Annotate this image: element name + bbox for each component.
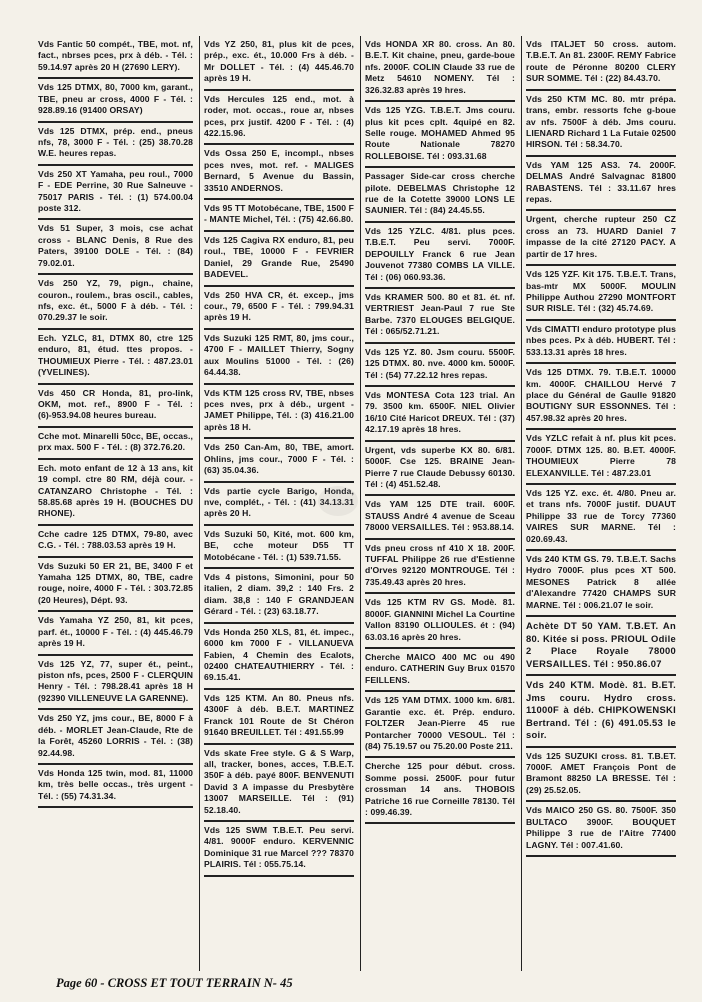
- classified-ad: Vds 125 YAM DTMX. 1000 km. 6/81. Garantie exc. ét. Prép. enduro. FOLTZER Jean-Pierre 45 rue Pontarcher 70000 VESOUL. Tél : (84) 75.19.57 ou 75.20.00 Poste 211.: [365, 692, 515, 758]
- classified-ad: Vds HONDA XR 80. cross. An 80. B.E.T. Kit chaine, pneu, garde-boue nfs. 2000F. COLIN Claude 33 rue de Metz 54610 NOMENY. Tél : 326.32.83 après 19 hres.: [365, 36, 515, 102]
- classified-ad: Vds 250 YZ, 79, pign., chaine, couron., roulem., bras oscil., cables, nfs, exc. ét., 5000 F à déb. - Tél. : 070.29.37 le soir.: [38, 275, 193, 330]
- classified-ad: Vds Honda 125 twin, mod. 81, 11000 km, très belle occas., très urgent - Tél. : (55) 74.31.34.: [38, 765, 193, 808]
- classified-ad: Vds 450 CR Honda, 81, pro-link, OKM, mot. ref., 8900 F - Tél. : (6)-953.94.08 heures bureau.: [38, 385, 193, 428]
- classified-ad: Vds YAM 125 DTE trail. 600F. STAUSS André 4 avenue de Sceau 78000 VERSAILLES. Tél : 953.88.14.: [365, 496, 515, 539]
- classified-ad: Vds 125 DTMX. 79. T.B.E.T. 10000 km. 4000F. CHAILLOU Hervé 7 place du Général de Gaulle 91820 BOUTIGNY SUR ESSONNES. Tél : 457.98.32 après 20 hres.: [526, 364, 676, 430]
- classified-ad: Vds 250 Can-Am, 80, TBE, amort. Ohlins, jms cour., 7000 F - Tél. : (63) 35.04.36.: [204, 439, 354, 482]
- classified-ad: Vds 125 KTM. An 80. Pneus nfs. 4300F à déb. B.E.T. MARTINEZ Franck 101 Route de St Chéron 91640 BREUILLET. Tél : 491.55.99: [204, 690, 354, 745]
- classified-ad: Vds YZLC refait à nf. plus kit pces. 7000F. DTMX 125. 80. B.ET. 4000F. THOUMIEUX Pierre 78 ELEXANVILLE. Tél : 487.23.01: [526, 430, 676, 485]
- classified-ad: Cherche MAICO 400 MC ou 490 enduro. CATHERIN Guy Brux 01570 FEILLENS.: [365, 649, 515, 692]
- classified-ad: Cherche 125 pour début. cross. Somme possi. 2500F. pour futur crossman 14 ans. THOBOIS Patriche 16 rue Corneille 78130. Tél : 099.46.39.: [365, 758, 515, 824]
- classified-ad: Vds 125 KTM RV GS. Modè. 81. 8000F. GIANNINI Michel La Courtine Vallon 83190 OLLIOULES. ét : (94) 63.03.16 après 20 hres.: [365, 594, 515, 649]
- classified-ad: Vds 95 TT Motobécane, TBE, 1500 F - MANTE Michel, Tél. : (75) 42.66.80.: [204, 200, 354, 232]
- ads-column-1: [38, 36, 193, 971]
- ads-column-4: [521, 36, 676, 971]
- classified-ad: Vds 125 DTMX, prép. end., pneus nfs, 78, 3000 F - Tél. : (25) 38.70.28 W.E. heures repas.: [38, 123, 193, 166]
- classified-ad: Vds KRAMER 500. 80 et 81. ét. nf. VERTRIEST Jean-Paul 7 rue Ste Barbe. 7370 ELOUGES BELGIQUE. Tél : 065/52.71.21.: [365, 289, 515, 344]
- page-footer: Page 60 - CROSS ET TOUT TERRAIN N- 45: [56, 976, 293, 990]
- classified-ad: Vds 250 YZ, jms cour., BE, 8000 F à déb. - MORLET Jean-Claude, Rte de la Forêt, 45260 LORRIS - Tél. : (38) 92.44.98.: [38, 710, 193, 765]
- classified-ad: Vds 125 YZLC. 4/81. plus pces. T.B.E.T. Peu servi. 7000F. DEPOUILLY Franck 6 rue Jean Jouvenot 77380 COMBS LA VILLE. Tél : (06) 060.93.36.: [365, 223, 515, 289]
- classified-ad: Ech. moto enfant de 12 à 13 ans, kit 19 compl. ctre 80 RM, déjà cour. - CATANZARO Christophe - Tél. : 58.85.68 après 19 H. (BOUCHES DU RHONE).: [38, 460, 193, 526]
- classified-ad: Vds CIMATTI enduro prototype plus nbes pces. Px à déb. HUBERT. Tél : 533.13.31 après 18 hres.: [526, 321, 676, 364]
- classified-ad: Cche mot. Minarelli 50cc, BE, occas., prx max. 500 F - Tél. : (8) 372.76.20.: [38, 428, 193, 460]
- classified-ad: Vds 125 YZF. Kit 175. T.B.E.T. Trans, bas-mtr MX 5000F. MOULIN Philippe Authou 27290 MONTFORT SUR RISLE. Tél : (32) 45.74.69.: [526, 266, 676, 321]
- classified-ad: Cche cadre 125 DTMX, 79-80, avec C.G. - Tél. : 788.03.53 après 19 H.: [38, 526, 193, 558]
- classified-ad: Vds YZ 250, 81, plus kit de pces, prép., exc. ét., 10.000 Frs à déb. - Mr DOLLET - Tél. : (4) 445.46.70 après 19 H.: [204, 36, 354, 91]
- classified-ad: Urgent, cherche rupteur 250 CZ cross an 73. HUARD Daniel 7 impasse de la cité 27120 PACY. A partir de 17 hres.: [526, 211, 676, 266]
- classified-ad: Vds Suzuki 50, Kité, mot. 600 km, BE, cche moteur D55 TT Motobécane - Tél. : (1) 539.71.55.: [204, 526, 354, 569]
- classified-ad: Vds 51 Super, 3 mois, cse achat cross - BLANC Denis, 8 Rue des Paters, 39100 DOLE - Tél. : (84) 79.02.01.: [38, 220, 193, 275]
- classified-ad: Vds 4 pistons, Simonini, pour 50 italien, 2 diam. 39,2 : 140 Frs. 2 diam. 38,8 : 140 F GRANDJEAN Gérard - Tél. : (23) 63.18.77.: [204, 569, 354, 624]
- classified-ad: Vds 125 SUZUKI cross. 81. T.B.ET. 7000F. AMET François Pont de Bramont 88250 LA BRESSE. Tél : (29) 25.52.05.: [526, 748, 676, 803]
- classified-ad: Urgent, vds superbe KX 80. 6/81. 5000F. Cse 125. BRAINE Jean-Pierre 7 rue Claude Debussy 60130. Tél : (4) 451.52.48.: [365, 442, 515, 497]
- classified-ad: Vds Hercules 125 end., mot. à roder, mot. occas., roue ar, nbses pces, prx justif. 4200 F - Tél. : (4) 422.15.96.: [204, 91, 354, 146]
- classified-ad: Vds Suzuki 125 RMT, 80, jms cour., 4700 F - MAILLET Thierry, Sogny aux Moulins 51000 - Tél. : (26) 64.44.38.: [204, 330, 354, 385]
- classified-ad: Vds 125 Cagiva RX enduro, 81, peu roul., TBE, 10000 F - FEVRIER Daniel, 29 Grande Rue, 25490 BADEVEL.: [204, 232, 354, 287]
- classified-ad: Vds 125 SWM T.B.E.T. Peu servi. 4/81. 9000F enduro. KERVENNIC Dominique 31 rue Marcel ??? 78370 PLAIRIS. Tél : 055.75.14.: [204, 822, 354, 877]
- classified-ad: Vds skate Free style. G & S Warp, all, tracker, bones, acces, T.B.E.T. 350F à déb. payé 800F. BENVENUTI David 3 A impasse du Presbytère 13007 MARSEILLE. Tél : (91) 52.18.40.: [204, 745, 354, 823]
- classified-ad: Vds 125 YZ. 80. Jsm couru. 5500F. 125 DTMX. 80. nve. 4000 km. 5000F. Tél : (54) 77.22.12 hres repas.: [365, 344, 515, 387]
- classified-ad: Vds Suzuki 50 ER 21, BE, 3400 F et Yamaha 125 DTMX, 80, TBE, cadre rouge, noire, 4000 F - Tél. : 303.72.85 (20 Heures), Dépt. 93.: [38, 558, 193, 613]
- classified-ad: Vds 125 DTMX, 80, 7000 km, garant., TBE, pneu ar cross, 4000 F - Tél. : 928.89.16 (91400 ORSAY): [38, 79, 193, 122]
- faded-stamp-mark: [318, 486, 358, 516]
- classified-ad: Vds MAICO 250 GS. 80. 7500F. 350 BULTACO 3900F. BOUQUET Philippe 3 rue de l'Aitre 77400 LAGNY. Tél : 007.41.60.: [526, 802, 676, 857]
- classified-ad: Vds ITALJET 50 cross. autom. T.B.E.T. An 81. 2300F. REMY Fabrice route de Péronne 80200 CLERY SUR SOMME. Tél : (22) 84.43.70.: [526, 36, 676, 91]
- classified-ad: Passager Side-car cross cherche pilote. DEBELMAS Christophe 12 rue de la Cotette 39000 LONS LE SAUNIER. Tél : (84) 24.45.55.: [365, 168, 515, 223]
- classified-ad: Vds pneu cross nf 410 X 18. 200F. TUFFAL Philippe 26 rue d'Estienne d'Orves 92120 MONTROUGE. Tél : 735.49.43 après 20 hres.: [365, 540, 515, 595]
- classified-ad: Vds Fantic 50 compét., TBE, mot. nf, fact., nbrses pces, prx à déb. - Tél. : 59.14.97 après 20 H (27690 LERY).: [38, 36, 193, 79]
- classified-ad: Vds Honda 250 XLS, 81, ét. impec., 6000 km 7000 F - VILLANUEVA Fabien, 4 Chemin des Ecalots, 02400 CHATEAUTHIERRY - Tél. : 69.15.41.: [204, 624, 354, 690]
- classified-ads-page: [38, 36, 678, 971]
- classified-ad: Vds 240 KTM GS. 79. T.B.E.T. Sachs Hydro 7000F. plus pces XT 500. MESONES Patrick 8 allée d'Alexandre 77420 CHAMPS SUR MARNE. Tél : 006.21.07 le soir.: [526, 551, 676, 617]
- classified-ad: Vds partie cycle Barigo, Honda, nve, complét., - Tél. : (41) 34.13.31 après 20 H.: [204, 483, 354, 526]
- classified-ad: Vds 250 HVA CR, ét. excep., jms cour., 79, 6500 F - Tél. : 799.94.31 après 19 H.: [204, 287, 354, 330]
- classified-ad: Vds 240 KTM. Modè. 81. B.ET. Jms couru. Hydro cross. 11000F à déb. CHIPKOWENSKI Bertrand. Tél : (6) 491.05.53 le soir.: [526, 676, 676, 748]
- classified-ad: Vds 125 YZ. exc. ét. 4/80. Pneu ar. et trans nfs. 7000F justif. DUAUT Philippe 33 rue de Torcy 77360 VAIRES SUR MARNE. Tél : 020.69.43.: [526, 485, 676, 551]
- classified-ad: Vds 125 YZG. T.B.E.T. Jms couru. plus kit pces cplt. 4quipé en 82. Selle rouge. MOHAMED Ahmed 95 Route Nationale 78270 ROLLEBOISE. Tél : 093.31.68: [365, 102, 515, 168]
- classified-ad: Ech. YZLC, 81, DTMX 80, ctre 125 enduro, 81, étud. ttes propos. - THOUMIEUX Pierre - Tél. : 487.23.01 (YVELINES).: [38, 330, 193, 385]
- ads-column-3: [360, 36, 515, 971]
- classified-ad: Vds MONTESA Cota 123 trial. An 79. 3500 km. 6500F. NIEL Olivier 16/10 Cité Haricot DREUX. Tél : (37) 42.17.19 après 18 hres.: [365, 387, 515, 442]
- classified-ad: Vds 250 XT Yamaha, peu roul., 7000 F - EDE Perrine, 30 Rue Salneuve - 75017 PARIS - Tél. : (1) 574.00.04 poste 312.: [38, 166, 193, 221]
- classified-ad: Vds KTM 125 cross RV, TBE, nbses pces nves, prx à déb., urgent - JAMET Philippe, Tél. : (3) 416.21.00 après 18 H.: [204, 385, 354, 440]
- classified-ad: Vds Yamaha YZ 250, 81, kit pces, parf. ét., 10000 F - Tél. : (4) 445.46.79 après 19 H.: [38, 612, 193, 655]
- classified-ad: Achète DT 50 YAM. T.B.ET. An 80. Kitée si poss. PRIOUL Odile 2 Place Royale 78000 VERSAILLES. Tél : 950.86.07: [526, 617, 676, 676]
- classified-ad: Vds YAM 125 AS3. 74. 2000F. DELMAS André Salvagnac 81800 RABASTENS. Tél : 33.11.67 hres repas.: [526, 157, 676, 212]
- classified-ad: Vds 250 KTM MC. 80. mtr prépa. trans, embr. ressorts fche g-boue av nfs. 7500F à déb. Jms couru. LIENARD Richard 1 La Futaie 02500 HIRSON. Tél : 58.34.70.: [526, 91, 676, 157]
- classified-ad: Vds Ossa 250 E, incompl., nbses pces nves, mot. ref. - MALIGES Bernard, 5 Avenue du Bassin, 33510 ANDERNOS.: [204, 145, 354, 200]
- classified-ad: Vds 125 YZ, 77, super ét., peint., piston nfs, pces, 2500 F - CLERQUIN Henry - Tél. : 798.28.41 après 18 H (92390 VILLENEUVE LA GARENNE).: [38, 656, 193, 711]
